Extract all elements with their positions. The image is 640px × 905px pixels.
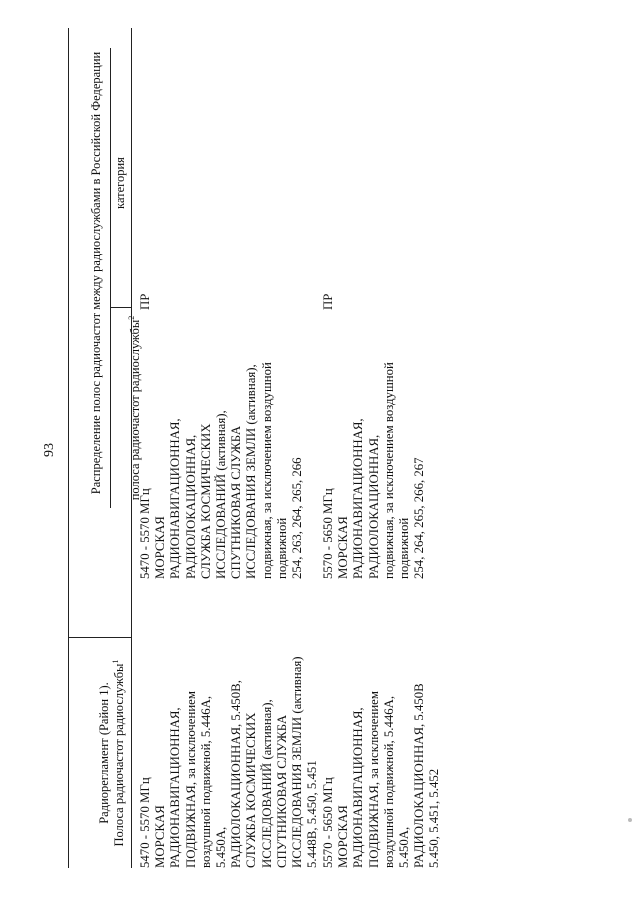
rotated-table	[68, 28, 628, 868]
row1-col2: 5470 - 5570 МГц МОРСКАЯ РАДИОНАВИГАЦИОННАЯ, РАДИОЛОКАЦИОННАЯ, СЛУЖБА КОСМИЧЕСКИХ ИССЛЕДОВАНИЙ (активная), СПУТНИКОВАЯ СЛУЖБА ИССЛЕДОВАНИЯ ЗЕМЛИ (активная), подвижная, за исключением воздушной подвижной 254, 263, 264, 265, 266	[138, 362, 305, 579]
col23-header: Распределение полос радиочастот между радиослужбами в Российской Федерации	[89, 51, 103, 495]
col1-header-sup: 1	[110, 659, 120, 664]
row1-col1: 5470 - 5570 МГц МОРСКАЯ РАДИОНАВИГАЦИОННАЯ, ПОДВИЖНАЯ, за исключением воздушной подвижной, 5.446A, 5.450A, РАДИОЛОКАЦИОННАЯ, 5.450B, СЛУЖБА КОСМИЧЕСКИХ ИССЛЕДОВАНИЙ (активная), СПУТНИКОВАЯ СЛУЖБА ИССЛЕДОВАНИЯ ЗЕМЛИ (активная) 5.448B, 5.450, 5.451	[138, 656, 320, 868]
table-top-border	[68, 28, 69, 868]
row2-col2: 5570 - 5650 МГц МОРСКАЯ РАДИОНАВИГАЦИОННАЯ, РАДИОЛОКАЦИОННАЯ, подвижная, за исключением воздушной подвижной 254, 264, 265, 266, 267	[321, 362, 427, 579]
scan-speck	[628, 818, 632, 822]
row2-col3: ПР	[321, 293, 335, 310]
subheader-top-border	[110, 48, 111, 508]
page-number: 93	[42, 443, 57, 457]
row2-col1: 5570 - 5650 МГц МОРСКАЯ РАДИОНАВИГАЦИОННАЯ, ПОДВИЖНАЯ, за исключением воздушной подвижной, 5.446A, 5.450A, РАДИОЛОКАЦИОННАЯ, 5.450B 5.450, 5.451, 5.452	[321, 683, 442, 868]
col2-header-sup: 2	[126, 315, 136, 320]
col3-header: категория	[113, 157, 127, 209]
col1-header	[82, 638, 127, 868]
row1-col3: ПР	[138, 293, 152, 310]
col1-header-title: Радиорегламент (Район 1). Полоса радиочастот радиослужбы	[97, 663, 126, 847]
col2-header-title: полоса радиочастот радиослужбы	[128, 319, 142, 501]
